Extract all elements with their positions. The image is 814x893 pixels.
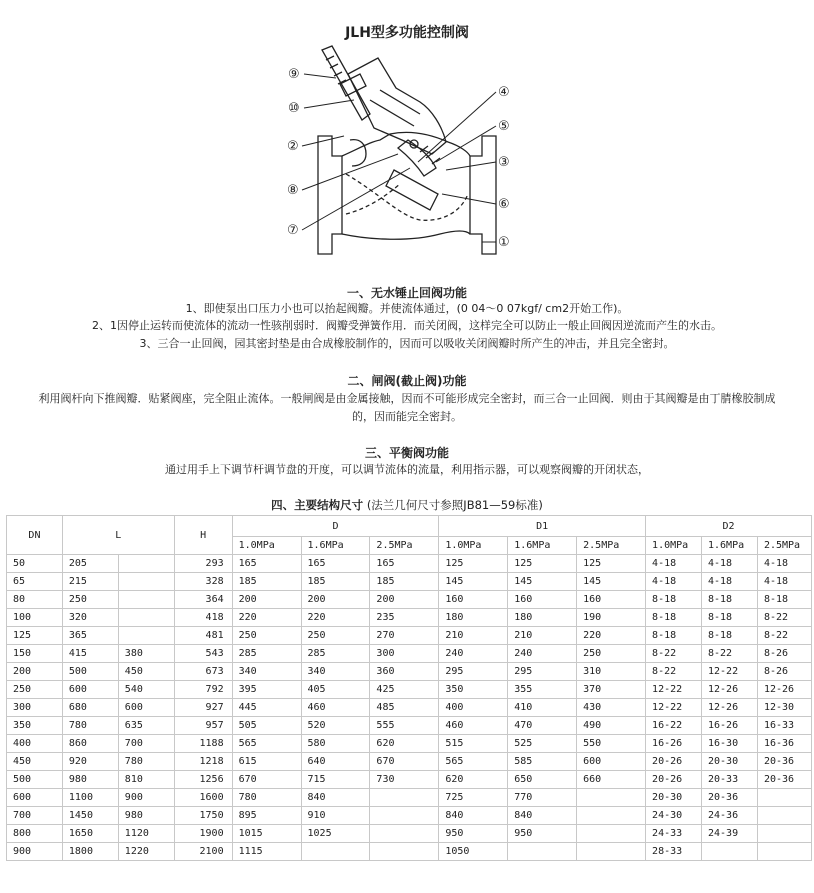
- cell-d2-1-6: 20-33: [702, 771, 758, 789]
- cell-d-2-5: 485: [370, 699, 439, 717]
- table-row: [7, 771, 812, 789]
- cell-d-2-5: 425: [370, 681, 439, 699]
- cell-d2-1-6: 4-18: [702, 555, 758, 573]
- cell-d2-1-0: 12-22: [646, 699, 702, 717]
- cell-l: 860: [62, 735, 118, 753]
- cell-d-1-0: 445: [232, 699, 301, 717]
- page-title: JLH型多功能控制阀: [345, 25, 469, 41]
- table-row: [7, 789, 812, 807]
- cell-d2-1-0: 20-30: [646, 789, 702, 807]
- cell-d1-1-6: 840: [508, 807, 577, 825]
- header-d-1-0mpa: 1.0MPa: [232, 537, 301, 555]
- cell-dn: 80: [7, 591, 63, 609]
- cell-d-1-0: 565: [232, 735, 301, 753]
- cell-d1-1-6: 950: [508, 825, 577, 843]
- cell-d2-2-5: [757, 825, 811, 843]
- label-2: ②: [287, 139, 299, 154]
- cell-dn: 900: [7, 843, 63, 861]
- cell-l: 980: [62, 771, 118, 789]
- cell-d-1-6: 200: [301, 591, 370, 609]
- cell-d2-2-5: 12-30: [757, 699, 811, 717]
- cell-d-1-0: 250: [232, 627, 301, 645]
- cell-d-1-0: 1115: [232, 843, 301, 861]
- label-7: ⑦: [287, 223, 299, 238]
- cell-d-1-6: 460: [301, 699, 370, 717]
- cell-d-1-0: 505: [232, 717, 301, 735]
- cell-l: 920: [62, 753, 118, 771]
- cell-d2-1-6: 8-18: [702, 591, 758, 609]
- cell-dn: 50: [7, 555, 63, 573]
- cell-dn: 800: [7, 825, 63, 843]
- cell-l: 500: [62, 663, 118, 681]
- cell-d2-2-5: 8-26: [757, 645, 811, 663]
- cell-dn: 300: [7, 699, 63, 717]
- cell-d2-1-6: 12-26: [702, 699, 758, 717]
- header-row-1: [7, 516, 812, 537]
- cell-d1-1-6: 470: [508, 717, 577, 735]
- cell-h: 1256: [174, 771, 232, 789]
- cell-d2-2-5: 16-33: [757, 717, 811, 735]
- cell-d-2-5: 300: [370, 645, 439, 663]
- section-3-line-1: 通过用手上下调节杆调节盘的开度，可以调节流体的流量，利用指示器，可以观察阀瓣的开闭状态，: [165, 463, 649, 476]
- table-row: [7, 609, 812, 627]
- section-3-title: 三、平衡阀功能: [364, 446, 449, 460]
- cell-l2: [118, 591, 174, 609]
- cell-d2-1-0: 20-26: [646, 771, 702, 789]
- cell-d-1-0: 615: [232, 753, 301, 771]
- section-1-line-3: 3、三合一止回阀，园其密封垫是由合成橡胶制作的，因而可以吸收关闭阀瓣时所产生的冲击，并且完全密封。: [139, 337, 675, 350]
- cell-d-1-0: 670: [232, 771, 301, 789]
- cell-d2-2-5: 20-36: [757, 771, 811, 789]
- cell-l: 780: [62, 717, 118, 735]
- header-d-2-5mpa: 2.5MPa: [370, 537, 439, 555]
- cell-d-1-6: 220: [301, 609, 370, 627]
- cell-d2-1-0: 28-33: [646, 843, 702, 861]
- cell-d2-1-0: 24-30: [646, 807, 702, 825]
- cell-d2-2-5: [757, 843, 811, 861]
- cell-d1-2-5: 370: [577, 681, 646, 699]
- cell-d1-2-5: [577, 807, 646, 825]
- cell-d-1-0: 200: [232, 591, 301, 609]
- cell-d2-1-0: 8-22: [646, 645, 702, 663]
- label-8: ⑧: [287, 183, 299, 198]
- cell-h: 957: [174, 717, 232, 735]
- cell-d1-2-5: 600: [577, 753, 646, 771]
- cell-d-1-0: 395: [232, 681, 301, 699]
- cell-d1-1-6: 525: [508, 735, 577, 753]
- cell-dn: 125: [7, 627, 63, 645]
- label-5: ⑤: [498, 119, 510, 134]
- table-row: [7, 555, 812, 573]
- cell-l2: 540: [118, 681, 174, 699]
- cell-l2: 980: [118, 807, 174, 825]
- cell-d1-1-0: 840: [439, 807, 508, 825]
- header-d1-2-5mpa: 2.5MPa: [577, 537, 646, 555]
- cell-d-1-6: 405: [301, 681, 370, 699]
- cell-l: 205: [62, 555, 118, 573]
- cell-d1-1-0: 350: [439, 681, 508, 699]
- section-2-line-1: 利用阀杆向下推阀瓣．贴紧阀座，完全阻止流体。一般闸阀是由金属接触，因而不可能形成完全密封，而三合一止回阀．则由于其阀瓣是由丁腈橡胶制成: [38, 392, 776, 405]
- cell-d1-1-0: 725: [439, 789, 508, 807]
- table-title-note: (法兰几何尺寸参照JB81—59标准): [366, 498, 543, 512]
- label-10: ⑩: [288, 101, 300, 116]
- cell-d-2-5: 555: [370, 717, 439, 735]
- label-6: ⑥: [498, 197, 510, 212]
- cell-h: 673: [174, 663, 232, 681]
- cell-d2-1-0: 8-18: [646, 627, 702, 645]
- cell-l2: 700: [118, 735, 174, 753]
- cell-d-1-0: 1015: [232, 825, 301, 843]
- table-row: [7, 591, 812, 609]
- cell-d1-1-0: 620: [439, 771, 508, 789]
- cell-d-1-0: 780: [232, 789, 301, 807]
- cell-dn: 700: [7, 807, 63, 825]
- header-d-1-6mpa: 1.6MPa: [301, 537, 370, 555]
- cell-d2-2-5: 8-22: [757, 627, 811, 645]
- cell-d-2-5: 185: [370, 573, 439, 591]
- cell-d1-2-5: 310: [577, 663, 646, 681]
- header-d1-1-6mpa: 1.6MPa: [508, 537, 577, 555]
- cell-d2-1-6: 4-18: [702, 573, 758, 591]
- cell-d1-2-5: 250: [577, 645, 646, 663]
- cell-l2: 1220: [118, 843, 174, 861]
- cell-l2: 635: [118, 717, 174, 735]
- cell-h: 328: [174, 573, 232, 591]
- cell-d-2-5: 165: [370, 555, 439, 573]
- table-row: [7, 753, 812, 771]
- table-row: [7, 735, 812, 753]
- cell-l2: 600: [118, 699, 174, 717]
- table-row: [7, 663, 812, 681]
- cell-l2: [118, 609, 174, 627]
- cell-d1-2-5: [577, 825, 646, 843]
- cell-d1-1-0: 180: [439, 609, 508, 627]
- cell-d2-1-6: 16-30: [702, 735, 758, 753]
- cell-d2-2-5: 20-36: [757, 753, 811, 771]
- cell-d2-2-5: 4-18: [757, 555, 811, 573]
- cell-d1-1-6: [508, 843, 577, 861]
- table-row: [7, 717, 812, 735]
- cell-d-1-6: 165: [301, 555, 370, 573]
- cell-d1-1-0: 950: [439, 825, 508, 843]
- table-row: [7, 645, 812, 663]
- section-2-title: 二、闸阀(截止阀)功能: [347, 374, 467, 388]
- cell-d-1-6: 1025: [301, 825, 370, 843]
- cell-d-1-6: 910: [301, 807, 370, 825]
- cell-d1-1-6: 240: [508, 645, 577, 663]
- cell-d-1-6: 715: [301, 771, 370, 789]
- cell-d-2-5: [370, 789, 439, 807]
- cell-d2-1-0: 16-22: [646, 717, 702, 735]
- cell-d-1-6: [301, 843, 370, 861]
- table-row: [7, 825, 812, 843]
- cell-d1-1-0: 160: [439, 591, 508, 609]
- dimension-table: [6, 515, 812, 861]
- table-title-main: 四、主要结构尺寸: [271, 498, 364, 512]
- cell-dn: 150: [7, 645, 63, 663]
- cell-d-2-5: 730: [370, 771, 439, 789]
- cell-dn: 200: [7, 663, 63, 681]
- cell-d2-2-5: [757, 807, 811, 825]
- cell-d2-2-5: 8-26: [757, 663, 811, 681]
- header-d2-1-6mpa: 1.6MPa: [702, 537, 758, 555]
- cell-d1-1-6: 410: [508, 699, 577, 717]
- cell-d2-2-5: 16-36: [757, 735, 811, 753]
- cell-d1-2-5: 550: [577, 735, 646, 753]
- cell-dn: 400: [7, 735, 63, 753]
- cell-d1-1-6: 125: [508, 555, 577, 573]
- leader-lines: [302, 74, 496, 242]
- cell-d1-2-5: 160: [577, 591, 646, 609]
- cell-d-1-6: 285: [301, 645, 370, 663]
- cell-d2-1-0: 4-18: [646, 555, 702, 573]
- cell-d1-1-0: 515: [439, 735, 508, 753]
- cell-d-1-6: 185: [301, 573, 370, 591]
- cell-h: 418: [174, 609, 232, 627]
- cell-d1-1-0: 145: [439, 573, 508, 591]
- header-d2-1-0mpa: 1.0MPa: [646, 537, 702, 555]
- label-9: ⑨: [288, 67, 300, 82]
- table-row: [7, 627, 812, 645]
- label-1: ①: [498, 235, 510, 250]
- cell-d1-1-0: 240: [439, 645, 508, 663]
- cell-l2: 1120: [118, 825, 174, 843]
- cell-d2-2-5: 8-22: [757, 609, 811, 627]
- cell-d-1-0: 895: [232, 807, 301, 825]
- cell-d1-2-5: 430: [577, 699, 646, 717]
- cell-d2-2-5: 4-18: [757, 573, 811, 591]
- cell-h: 2100: [174, 843, 232, 861]
- cell-d-2-5: [370, 825, 439, 843]
- cell-d1-1-0: 210: [439, 627, 508, 645]
- section-2-line-2: 的，因而能完全密封。: [352, 410, 462, 423]
- cell-d2-1-6: [702, 843, 758, 861]
- cell-d-2-5: 200: [370, 591, 439, 609]
- cell-l: 600: [62, 681, 118, 699]
- cell-h: 1900: [174, 825, 232, 843]
- cell-d-1-0: 285: [232, 645, 301, 663]
- cell-d2-1-6: 12-22: [702, 663, 758, 681]
- cell-dn: 500: [7, 771, 63, 789]
- cell-d2-1-6: 24-39: [702, 825, 758, 843]
- cell-d-1-0: 165: [232, 555, 301, 573]
- header-d: D: [232, 516, 439, 537]
- cell-l2: 380: [118, 645, 174, 663]
- cell-h: 293: [174, 555, 232, 573]
- label-3: ③: [498, 155, 510, 170]
- cell-l2: 450: [118, 663, 174, 681]
- cell-d1-1-0: 295: [439, 663, 508, 681]
- cell-d-2-5: 620: [370, 735, 439, 753]
- cell-l2: [118, 555, 174, 573]
- cell-d1-1-6: 210: [508, 627, 577, 645]
- section-1-title: 一、无水锤止回阀功能: [346, 286, 467, 300]
- cell-d-2-5: 270: [370, 627, 439, 645]
- cell-d1-1-6: 295: [508, 663, 577, 681]
- cell-d2-1-0: 20-26: [646, 753, 702, 771]
- table-row: [7, 807, 812, 825]
- cell-d1-2-5: 190: [577, 609, 646, 627]
- cell-d1-2-5: [577, 843, 646, 861]
- cell-l: 215: [62, 573, 118, 591]
- cell-d-1-6: 250: [301, 627, 370, 645]
- cell-d-2-5: [370, 843, 439, 861]
- cell-d1-1-6: 180: [508, 609, 577, 627]
- cell-d1-2-5: 125: [577, 555, 646, 573]
- table-row: [7, 573, 812, 591]
- header-d2-2-5mpa: 2.5MPa: [757, 537, 811, 555]
- cell-d-1-6: 580: [301, 735, 370, 753]
- cell-l: 365: [62, 627, 118, 645]
- table-row: [7, 681, 812, 699]
- cell-h: 364: [174, 591, 232, 609]
- cell-d1-1-6: 585: [508, 753, 577, 771]
- label-4: ④: [498, 85, 510, 100]
- cell-d-1-0: 185: [232, 573, 301, 591]
- cell-d-1-6: 340: [301, 663, 370, 681]
- cell-l2: [118, 627, 174, 645]
- header-d1-1-0mpa: 1.0MPa: [439, 537, 508, 555]
- cell-l: 1450: [62, 807, 118, 825]
- cell-dn: 100: [7, 609, 63, 627]
- cell-d-2-5: 235: [370, 609, 439, 627]
- cell-h: 927: [174, 699, 232, 717]
- cell-h: 543: [174, 645, 232, 663]
- cell-d1-1-0: 400: [439, 699, 508, 717]
- cell-d-1-0: 220: [232, 609, 301, 627]
- cell-d2-1-6: 8-18: [702, 609, 758, 627]
- section-1-line-2: 2、1因停止运转而使流体的流动一性骇削弱时．阀瓣受弹簧作用．而关闭阀，这样完全可以防止一般止回阀因逆流而产生的水击。: [92, 319, 722, 332]
- cell-dn: 450: [7, 753, 63, 771]
- cell-d2-2-5: 8-18: [757, 591, 811, 609]
- cell-l2: 780: [118, 753, 174, 771]
- table-row: [7, 699, 812, 717]
- cell-d1-2-5: 220: [577, 627, 646, 645]
- cell-d1-1-0: 125: [439, 555, 508, 573]
- cell-d2-1-6: 20-30: [702, 753, 758, 771]
- cell-d2-1-0: 24-33: [646, 825, 702, 843]
- cell-d1-1-6: 160: [508, 591, 577, 609]
- valve-body-outline: [318, 46, 496, 254]
- header-dn: DN: [7, 516, 63, 555]
- cell-d2-1-0: 16-26: [646, 735, 702, 753]
- cell-d2-1-6: 16-26: [702, 717, 758, 735]
- cell-l: 320: [62, 609, 118, 627]
- cell-d-1-6: 840: [301, 789, 370, 807]
- cell-d-1-6: 640: [301, 753, 370, 771]
- cell-d2-1-0: 8-18: [646, 609, 702, 627]
- cell-d1-1-6: 355: [508, 681, 577, 699]
- cell-d1-1-6: 145: [508, 573, 577, 591]
- table-row: [7, 843, 812, 861]
- cell-d2-1-6: 20-36: [702, 789, 758, 807]
- cell-d-1-6: 520: [301, 717, 370, 735]
- cell-d1-1-0: 1050: [439, 843, 508, 861]
- cell-d1-1-6: 770: [508, 789, 577, 807]
- cell-d-1-0: 340: [232, 663, 301, 681]
- cell-d2-1-0: 4-18: [646, 573, 702, 591]
- cell-d1-2-5: [577, 789, 646, 807]
- cell-l: 250: [62, 591, 118, 609]
- cell-l: 1650: [62, 825, 118, 843]
- header-l: L: [62, 516, 174, 555]
- cell-h: 481: [174, 627, 232, 645]
- cell-d1-1-6: 650: [508, 771, 577, 789]
- header-d2: D2: [646, 516, 812, 537]
- header-d1: D1: [439, 516, 646, 537]
- cell-d2-1-6: 24-36: [702, 807, 758, 825]
- cell-l2: 900: [118, 789, 174, 807]
- valve-drawing: [270, 44, 530, 264]
- cell-d2-1-6: 8-22: [702, 645, 758, 663]
- cell-d-2-5: 360: [370, 663, 439, 681]
- cell-d2-1-6: 12-26: [702, 681, 758, 699]
- cell-d2-1-0: 8-22: [646, 663, 702, 681]
- cell-d1-1-0: 565: [439, 753, 508, 771]
- cell-dn: 600: [7, 789, 63, 807]
- cell-h: 1188: [174, 735, 232, 753]
- cell-d2-2-5: [757, 789, 811, 807]
- cell-d-2-5: [370, 807, 439, 825]
- cell-l2: [118, 573, 174, 591]
- header-h: H: [174, 516, 232, 555]
- cell-dn: 250: [7, 681, 63, 699]
- cell-dn: 350: [7, 717, 63, 735]
- cell-h: 1218: [174, 753, 232, 771]
- cell-dn: 65: [7, 573, 63, 591]
- cell-h: 792: [174, 681, 232, 699]
- cell-h: 1600: [174, 789, 232, 807]
- cell-d-2-5: 670: [370, 753, 439, 771]
- cell-d2-1-0: 8-18: [646, 591, 702, 609]
- cell-d1-1-0: 460: [439, 717, 508, 735]
- cell-d2-1-6: 8-18: [702, 627, 758, 645]
- section-1-line-1: 1、即使泵出口压力小也可以抬起阀瓣。并使流体通过，(0 04～0 07kgf/ cm2开始工作)。: [185, 302, 629, 315]
- cell-l: 1100: [62, 789, 118, 807]
- cell-l2: 810: [118, 771, 174, 789]
- cell-l: 680: [62, 699, 118, 717]
- cell-h: 1750: [174, 807, 232, 825]
- cell-d1-2-5: 660: [577, 771, 646, 789]
- cell-l: 1800: [62, 843, 118, 861]
- cell-d1-2-5: 490: [577, 717, 646, 735]
- cell-d2-2-5: 12-26: [757, 681, 811, 699]
- cell-d2-1-0: 12-22: [646, 681, 702, 699]
- cell-d1-2-5: 145: [577, 573, 646, 591]
- table-title: [0, 497, 814, 513]
- cell-l: 415: [62, 645, 118, 663]
